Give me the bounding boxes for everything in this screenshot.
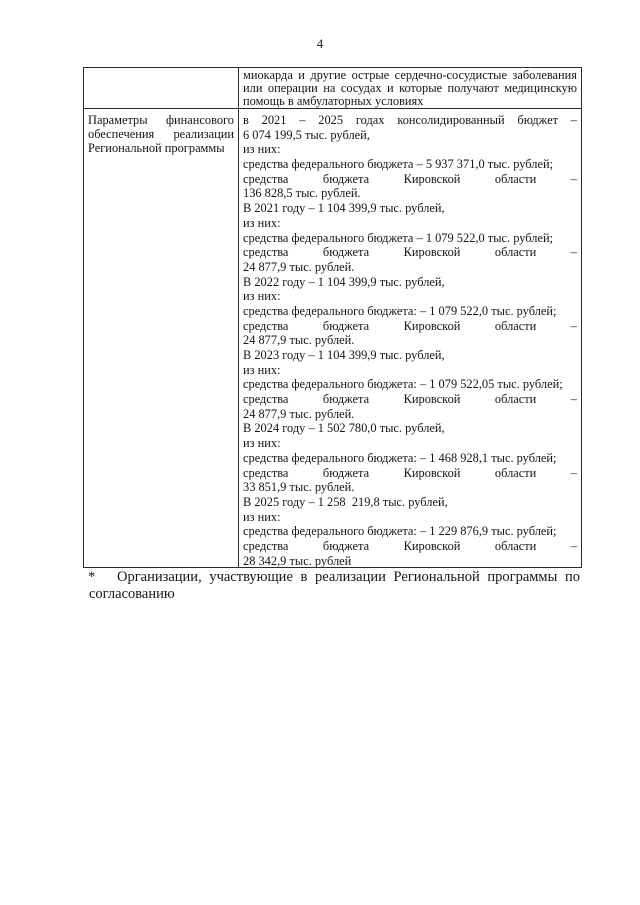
footnote-text: Организации, участвующие в реализации Региональной программы по [117,569,580,585]
text-line: средства федерального бюджета: – 1 079 522,0 тыс. рублей; [243,303,557,318]
table-cell-continuation [239,68,581,109]
table-cell-financing-values [239,109,581,567]
text-line: 136 828,5 тыс. рублей. [243,186,361,201]
text-line: средства бюджета Кировской области – [243,465,577,480]
text-line: В 2025 году – 1 258 219,8 тыс. рублей, [243,494,448,509]
text-line: В 2023 году – 1 104 399,9 тыс. рублей, [243,348,445,362]
text-line: 33 851,9 тыс. рублей. [243,480,355,495]
footnote-text: согласованию [89,586,175,602]
text-line: из них: [243,362,281,377]
text-line: средства федерального бюджета – 1 079 522,0 тыс. рублей; [243,230,554,245]
text-line: средства федерального бюджета: – 1 468 928,1 тыс. рублей; [243,450,557,465]
label-line: обеспечения реализации [88,127,234,141]
text-line: средства федерального бюджета: – 1 079 522,05 тыс. рублей; [243,377,563,392]
text-line: средства бюджета Кировской области – [243,171,577,186]
text-line: В 2022 году – 1 104 399,9 тыс. рублей, [243,274,445,289]
footnote [88,569,580,603]
label-line: Параметры финансового [88,113,234,127]
text-line: из них: [243,436,281,451]
text-line: в 2021 – 2025 годах консолидированный бюджет – [243,113,577,127]
text-line: 24 877,9 тыс. рублей. [243,333,355,348]
text-line: 24 877,9 тыс. рублей. [243,406,355,421]
text-line: средства бюджета Кировской области – [243,318,577,333]
page-number: 4 [316,36,324,51]
text-line: или операции на сосудах и которые получают медицинскую [243,82,577,95]
text-line: помощь в амбулаторных условиях [243,95,424,108]
text-line: из них: [243,142,281,157]
text-line: средства бюджета Кировской области – [243,392,577,407]
table-cell-label-empty [84,68,239,109]
text-line: из них: [243,215,281,230]
text-line: миокарда и другие острые сердечно-сосудистые заболевания [243,69,577,82]
text-line: средства федерального бюджета – 5 937 371,0 тыс. рублей; [243,157,554,172]
text-line: В 2024 году – 1 502 780,0 тыс. рублей, [243,421,445,436]
text-line: 6 074 199,5 тыс. рублей, [243,127,370,142]
text-line: средства бюджета Кировской области – [243,245,577,260]
footnote-marker: * [88,569,96,585]
text-line: 24 877,9 тыс. рублей. [243,259,355,274]
text-line: из них: [243,289,281,304]
text-line: из них: [243,509,281,524]
text-line: средства федерального бюджета: – 1 229 876,9 тыс. рублей; [243,524,557,539]
program-passport-table [83,67,582,568]
text-line: 28 342,9 тыс. рублей [243,553,352,567]
footnote-line [88,569,580,586]
text-line: средства бюджета Кировской области – [243,538,577,553]
table-cell-financing-label [84,109,239,567]
text-line: В 2021 году – 1 104 399,9 тыс. рублей, [243,201,445,216]
label-line: Региональной программы [88,141,225,155]
